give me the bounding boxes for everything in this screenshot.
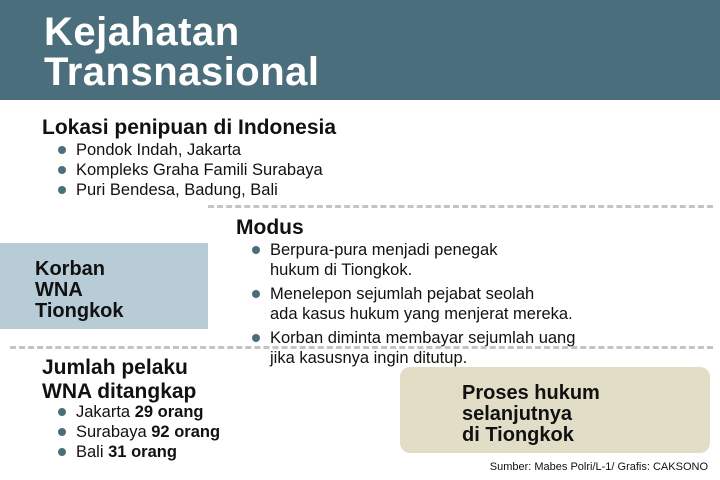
list-item: Kompleks Graha Famili Surabaya <box>56 160 323 180</box>
bullet-icon <box>252 246 260 254</box>
list-item: Pondok Indah, Jakarta <box>56 140 323 160</box>
page-title: Kejahatan Transnasional <box>44 10 320 94</box>
list-item: Bali 31 orang <box>56 442 220 462</box>
victim-label: Korban WNA Tiongkok <box>35 258 124 322</box>
modus-title: Modus <box>236 216 304 239</box>
victim-box <box>0 243 208 329</box>
source-credit: Sumber: Mabes Polri/L-1/ Grafis: CAKSONO <box>489 461 708 473</box>
bullet-icon <box>58 448 66 456</box>
divider <box>208 205 713 208</box>
bullet-icon <box>58 186 66 194</box>
bullet-icon <box>58 408 66 416</box>
locations-title: Lokasi penipuan di Indonesia <box>42 116 337 139</box>
bullet-icon <box>252 334 260 342</box>
divider <box>10 346 713 349</box>
list-item: Menelepon sejumlah pejabat seolah ada kasus hukum yang menjerat mereka. <box>250 284 575 324</box>
arrested-title: Jumlah pelaku WNA ditangkap <box>42 356 197 403</box>
bullet-icon <box>58 166 66 174</box>
process-label: Proses hukum selanjutnya di Tiongkok <box>462 382 600 446</box>
bullet-icon <box>58 428 66 436</box>
list-item: Korban diminta membayar sejumlah uang jika kasusnya ingin ditutup. <box>250 328 575 368</box>
process-box <box>400 367 710 453</box>
bullet-icon <box>58 146 66 154</box>
list-item: Puri Bendesa, Badung, Bali <box>56 180 323 200</box>
bullet-icon <box>252 290 260 298</box>
arrested-list <box>56 402 220 462</box>
locations-list <box>56 140 323 200</box>
list-item: Surabaya 92 orang <box>56 422 220 442</box>
list-item: Berpura-pura menjadi penegak hukum di Tiongkok. <box>250 240 575 280</box>
header-banner <box>0 0 720 100</box>
list-item: Jakarta 29 orang <box>56 402 220 422</box>
